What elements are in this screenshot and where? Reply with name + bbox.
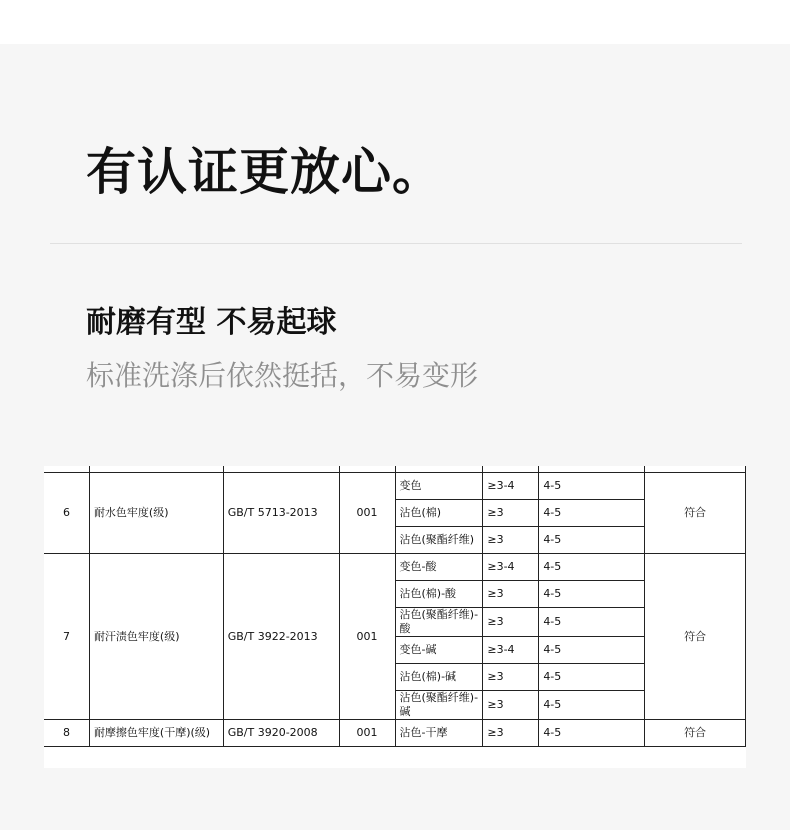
requirement: ≥3 [483,581,539,608]
test-result: 4-5 [539,473,645,500]
test-result: 4-5 [539,527,645,554]
section-subtext: 标准洗涤后依然挺括，不易变形 [86,359,479,392]
requirement: ≥3-4 [483,554,539,581]
section-subtitle: 耐磨有型 不易起球 [86,305,337,340]
requirement: ≥3 [483,720,539,747]
test-result: 4-5 [539,581,645,608]
test-item: 耐摩擦色牢度(干摩)(级) [89,720,223,747]
conclusion: 符合 [645,720,746,747]
test-result: 4-5 [539,554,645,581]
sub-item: 变色-碱 [395,637,483,664]
requirement: ≥3-4 [483,637,539,664]
sub-item: 沾色-干摩 [395,720,483,747]
sub-item: 沾色(聚酯纤维) [395,527,483,554]
requirement: ≥3 [483,608,539,637]
test-result: 4-5 [539,720,645,747]
test-result: 4-5 [539,500,645,527]
sample-number: 001 [339,473,395,554]
page-title: 有认证更放心。 [86,143,443,201]
sub-item: 沾色(棉) [395,500,483,527]
conclusion: 符合 [645,473,746,554]
sub-item: 沾色(聚酯纤维)-碱 [395,691,483,720]
test-standard: GB/T 3920-2008 [223,720,339,747]
table-row [44,720,746,747]
sub-item: 沾色(棉)-碱 [395,664,483,691]
sub-item: 变色-酸 [395,554,483,581]
requirement: ≥3 [483,500,539,527]
sample-number: 001 [339,720,395,747]
test-item: 耐水色牢度(级) [89,473,223,554]
conclusion: 符合 [645,554,746,720]
test-standard: GB/T 5713-2013 [223,473,339,554]
sub-item: 变色 [395,473,483,500]
table-row [44,554,746,581]
item-number: 8 [44,720,89,747]
table-row [44,473,746,500]
test-result: 4-5 [539,637,645,664]
requirement: ≥3 [483,664,539,691]
divider [50,243,742,244]
test-report-table-image [44,466,746,768]
test-standard: GB/T 3922-2013 [223,554,339,720]
item-number: 7 [44,554,89,720]
test-item: 耐汗渍色牢度(级) [89,554,223,720]
requirement: ≥3 [483,527,539,554]
test-report-table [44,466,746,747]
test-result: 4-5 [539,664,645,691]
test-result: 4-5 [539,608,645,637]
requirement: ≥3 [483,691,539,720]
sub-item: 沾色(聚酯纤维)-酸 [395,608,483,637]
test-result: 4-5 [539,691,645,720]
sub-item: 沾色(棉)-酸 [395,581,483,608]
requirement: ≥3-4 [483,473,539,500]
item-number: 6 [44,473,89,554]
sample-number: 001 [339,554,395,720]
